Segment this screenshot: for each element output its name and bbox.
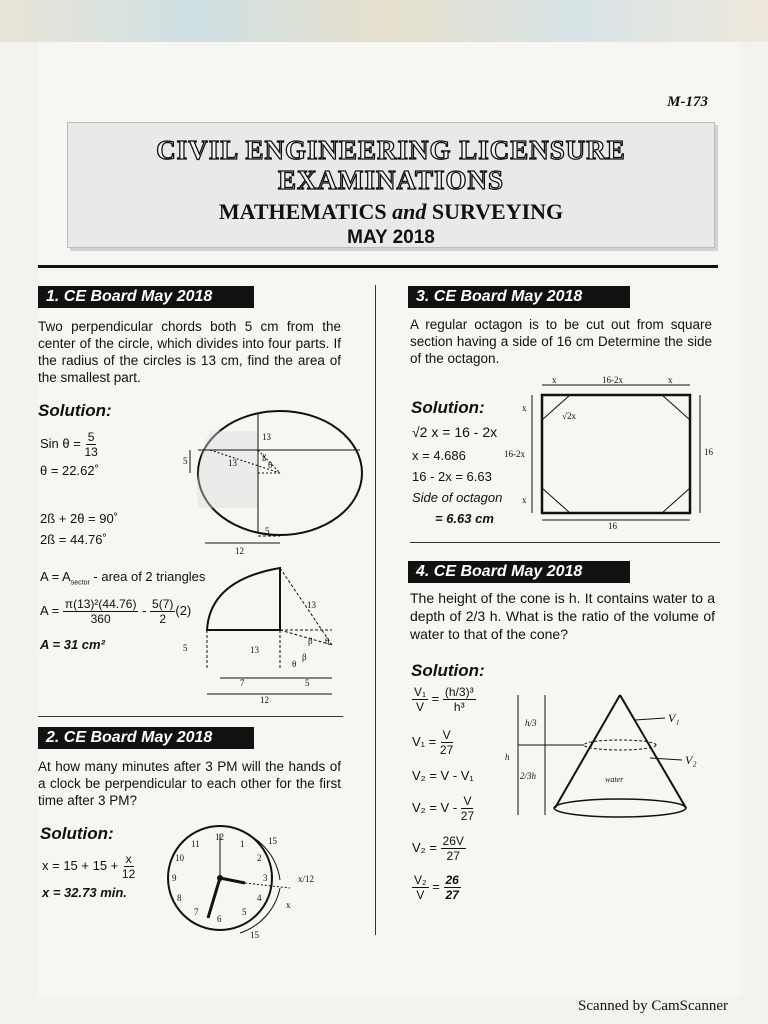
p1-circle-figure <box>180 408 360 558</box>
top-x-2: x <box>668 375 673 385</box>
p3-eq-3: 16 - 2x = 6.63 <box>412 469 492 484</box>
p1-area-result: A = 31 cm² <box>40 637 105 652</box>
p4-eq-6-ld: V <box>416 888 425 902</box>
p4-eq-2-d: 27 <box>439 743 454 757</box>
label-x12: x/12 <box>298 874 315 884</box>
column-divider <box>375 285 376 935</box>
sector-shape <box>207 568 280 630</box>
label-15-top: 15 <box>268 836 277 846</box>
hour-hand <box>220 878 245 883</box>
num-3: 3 <box>263 873 268 883</box>
label-v1: V₁ <box>668 711 680 725</box>
label-13-b: 13 <box>250 645 259 655</box>
p1-sin-lhs: Sin θ = <box>40 435 81 451</box>
p4-eq-1: $\frac{\text{V₁}}{V}$ = $\frac{\text{(h/3)³}}{\text{h³}}$ <box>414 685 474 714</box>
subject-post: SURVEYING <box>431 199 564 224</box>
p3-eq-2: x = 4.686 <box>412 448 466 463</box>
title-line-2: EXAMINATIONS <box>277 165 505 195</box>
p4-eq-5-frac <box>441 834 466 863</box>
p1-area-frac-2 <box>150 597 175 626</box>
label-13-a: 13 <box>307 600 316 610</box>
label-beta-1: β <box>308 636 313 646</box>
p1-area-minus: - <box>142 602 147 618</box>
label-5: 5 <box>183 643 188 653</box>
label-5-b: 5 <box>265 526 270 536</box>
label-13-b: 13 <box>228 458 237 468</box>
label-23h: 2/3h <box>520 771 537 781</box>
p1-area-frac-1 <box>63 597 139 626</box>
clock-center <box>217 875 223 881</box>
p2-eq-1-num: x <box>125 852 132 866</box>
label-water: water <box>605 775 624 784</box>
left-x-2: x <box>522 495 527 505</box>
p4-eq-3: V₂ = V - V₁ <box>412 768 474 783</box>
p3-eq-4: Side of octagon <box>412 490 503 505</box>
p2-result: x = 32.73 min. <box>42 885 127 900</box>
p4-eq-4-frac <box>461 794 474 823</box>
p4-eq-6: $\frac{\text{V₂}}{V}$ = $\frac{26}{27}$ <box>414 873 459 902</box>
p4-eq-1-rd: h³ <box>453 700 465 714</box>
header-rule <box>38 265 718 268</box>
subject-pre: MATHEMATICS <box>218 199 387 224</box>
num-12: 12 <box>215 832 224 842</box>
num-6: 6 <box>217 914 222 924</box>
p4-eq-1-lfrac <box>412 685 428 714</box>
p4-eq-4-n: V <box>463 794 472 808</box>
subject-and: and <box>392 199 427 224</box>
left-16-2x: 16-2x <box>504 449 525 459</box>
p4-eq-6-ln: V₂ <box>414 873 427 887</box>
label-5-b: 5 <box>305 678 310 688</box>
bottom-16: 16 <box>608 521 617 531</box>
p1-area-lhs: A = <box>40 602 60 618</box>
num-2: 2 <box>257 853 262 863</box>
p4-eq-4 <box>412 794 474 823</box>
num-9: 9 <box>172 873 177 883</box>
p4-eq-1-rn: (h/3)³ <box>444 685 474 699</box>
subject-title <box>68 199 714 225</box>
problem-4-text: The height of the cone is h. It contains water to a depth of 2/3 h. What is the ratio of the volume of water to that of the cone? <box>410 590 715 642</box>
p2-eq-1-frac <box>122 852 135 881</box>
radius-dashed-1 <box>280 568 332 645</box>
cone-left-edge <box>555 695 620 808</box>
shaded-region <box>197 431 258 508</box>
p2-eq-1 <box>42 852 135 881</box>
p1-beta-1: 2ß + 2θ = 90˚ <box>40 511 119 526</box>
cone-figure <box>500 690 715 830</box>
cone-base <box>554 799 686 817</box>
p4-eq-5-d: 27 <box>446 849 460 863</box>
water-surface <box>584 740 656 750</box>
num-5: 5 <box>242 907 247 917</box>
num-1: 1 <box>240 839 245 849</box>
title-box <box>67 122 715 248</box>
p4-eq-2-n: V <box>442 728 451 742</box>
p4-eq-4-l: V₂ = V - <box>412 799 458 815</box>
num-8: 8 <box>177 893 182 903</box>
label-sqrt2x: √2x <box>562 411 576 421</box>
p4-eq-2-l: V₁ = <box>412 733 437 749</box>
p1-sin-den: 13 <box>84 445 98 459</box>
top-decorative-band <box>0 0 768 42</box>
p4-eq-6-lfrac <box>412 873 429 902</box>
label-v2: V₂ <box>685 753 697 767</box>
p4-eq-1-rfrac <box>443 685 476 714</box>
problem-2-solution-label: Solution: <box>40 824 114 843</box>
label-theta: θ <box>268 460 273 470</box>
problem-1-text: Two perpendicular chords both 5 cm from the center of the circle, which divides into four parts. If the radius of the circles is 13 cm, find the area of the smallest part. <box>38 319 341 385</box>
exam-date: MAY 2018 <box>347 227 435 248</box>
label-12: 12 <box>235 546 244 556</box>
right-16: 16 <box>704 447 713 457</box>
p1-sin-eq <box>40 430 98 459</box>
p1-area-formula <box>40 597 191 626</box>
clock-figure <box>160 828 350 940</box>
label-13-a: 13 <box>262 432 271 442</box>
label-5-a: 5 <box>183 456 188 466</box>
problem-1-tag: 1. CE Board May 2018 <box>38 286 254 308</box>
p1-theta: θ = 22.62˚ <box>40 463 99 478</box>
label-beta-2: β <box>302 652 307 662</box>
label-15-bottom: 15 <box>250 930 259 940</box>
label-h: h <box>505 752 510 762</box>
p2-eq-1-den: 12 <box>121 867 136 881</box>
p1-sector-figure <box>180 560 360 710</box>
label-x: x <box>286 900 291 910</box>
p4-eq-5 <box>412 834 466 863</box>
problem-1-2-divider <box>38 716 343 717</box>
p4-eq-2-frac <box>440 728 453 757</box>
p1-area-f2-num: 5(7) <box>152 597 174 611</box>
problem-3-tag: 3. CE Board May 2018 <box>408 286 630 308</box>
p4-eq-4-d: 27 <box>460 809 475 823</box>
problem-2-tag: 2. CE Board May 2018 <box>38 727 254 749</box>
p4-eq-6-rd: 27 <box>445 888 459 902</box>
problem-1-solution-label: Solution: <box>38 401 112 420</box>
minute-hand <box>208 878 220 918</box>
num-7: 7 <box>194 907 199 917</box>
label-7: 7 <box>240 678 245 688</box>
p4-eq-2 <box>412 728 453 757</box>
p1-area-f2-den: 2 <box>159 612 167 626</box>
octagon-figure <box>504 375 720 531</box>
num-10: 10 <box>175 853 184 863</box>
p3-eq-1: √2 x = 16 - 2x <box>412 424 498 440</box>
top-16-2x: 16-2x <box>602 375 623 385</box>
v1-leader <box>635 718 665 720</box>
problem-2-text: At how many minutes after 3 PM will the hands of a clock be perpendicular to each other for the first time after 3 PM? <box>38 759 341 808</box>
p4-eq-5-n: 26V <box>442 834 464 848</box>
label-12: 12 <box>260 695 269 705</box>
p1-sin-num: 5 <box>87 430 95 444</box>
left-x-1: x <box>522 403 527 413</box>
scanner-watermark: Scanned by CamScanner <box>578 998 728 1014</box>
label-theta-2: θ <box>292 659 297 669</box>
problem-3-4-divider <box>410 542 720 543</box>
top-x-1: x <box>552 375 557 385</box>
v2-leader <box>650 758 682 760</box>
p2-eq-1-pre: x = 15 + 15 + <box>42 857 119 873</box>
page-number: M-173 <box>667 94 708 110</box>
p1-area-f1-den: 360 <box>90 612 111 626</box>
p3-result: = 6.63 cm <box>435 511 494 526</box>
problem-4-solution-label: Solution: <box>411 661 485 680</box>
problem-4-tag: 4. CE Board May 2018 <box>408 561 630 583</box>
num-4: 4 <box>257 893 262 903</box>
label-beta: ß <box>262 453 267 463</box>
hour-ext-line <box>245 883 290 888</box>
label-theta-1: θ <box>325 636 330 646</box>
num-11: 11 <box>191 839 200 849</box>
title-line-1: CIVIL ENGINEERING LICENSURE <box>156 135 626 165</box>
problem-3-solution-label: Solution: <box>411 398 485 417</box>
problem-3-text: A regular octagon is to be cut out from square section having a side of 16 cm Determine the side of the octagon. <box>410 317 712 366</box>
p1-beta-2: 2ß = 44.76˚ <box>40 532 107 547</box>
p4-eq-5-l: V₂ = <box>412 839 437 855</box>
p4-eq-1-ld: V <box>416 700 425 714</box>
p1-area-f1-num: π(13)²(44.76) <box>64 597 137 611</box>
p1-area-mult: (2) <box>175 602 192 618</box>
p4-eq-1-ln: V₁ <box>414 685 427 699</box>
p4-eq-6-rn: 26 <box>445 873 459 887</box>
p1-area-def-post: - area of 2 triangles <box>89 569 206 584</box>
p1-area-def-sub: sector <box>70 579 90 587</box>
label-h3: h/3 <box>525 718 537 728</box>
p1-sin-frac <box>84 430 97 459</box>
p1-area-def-pre: A = A <box>40 569 71 584</box>
p4-eq-6-rfrac <box>444 873 461 902</box>
